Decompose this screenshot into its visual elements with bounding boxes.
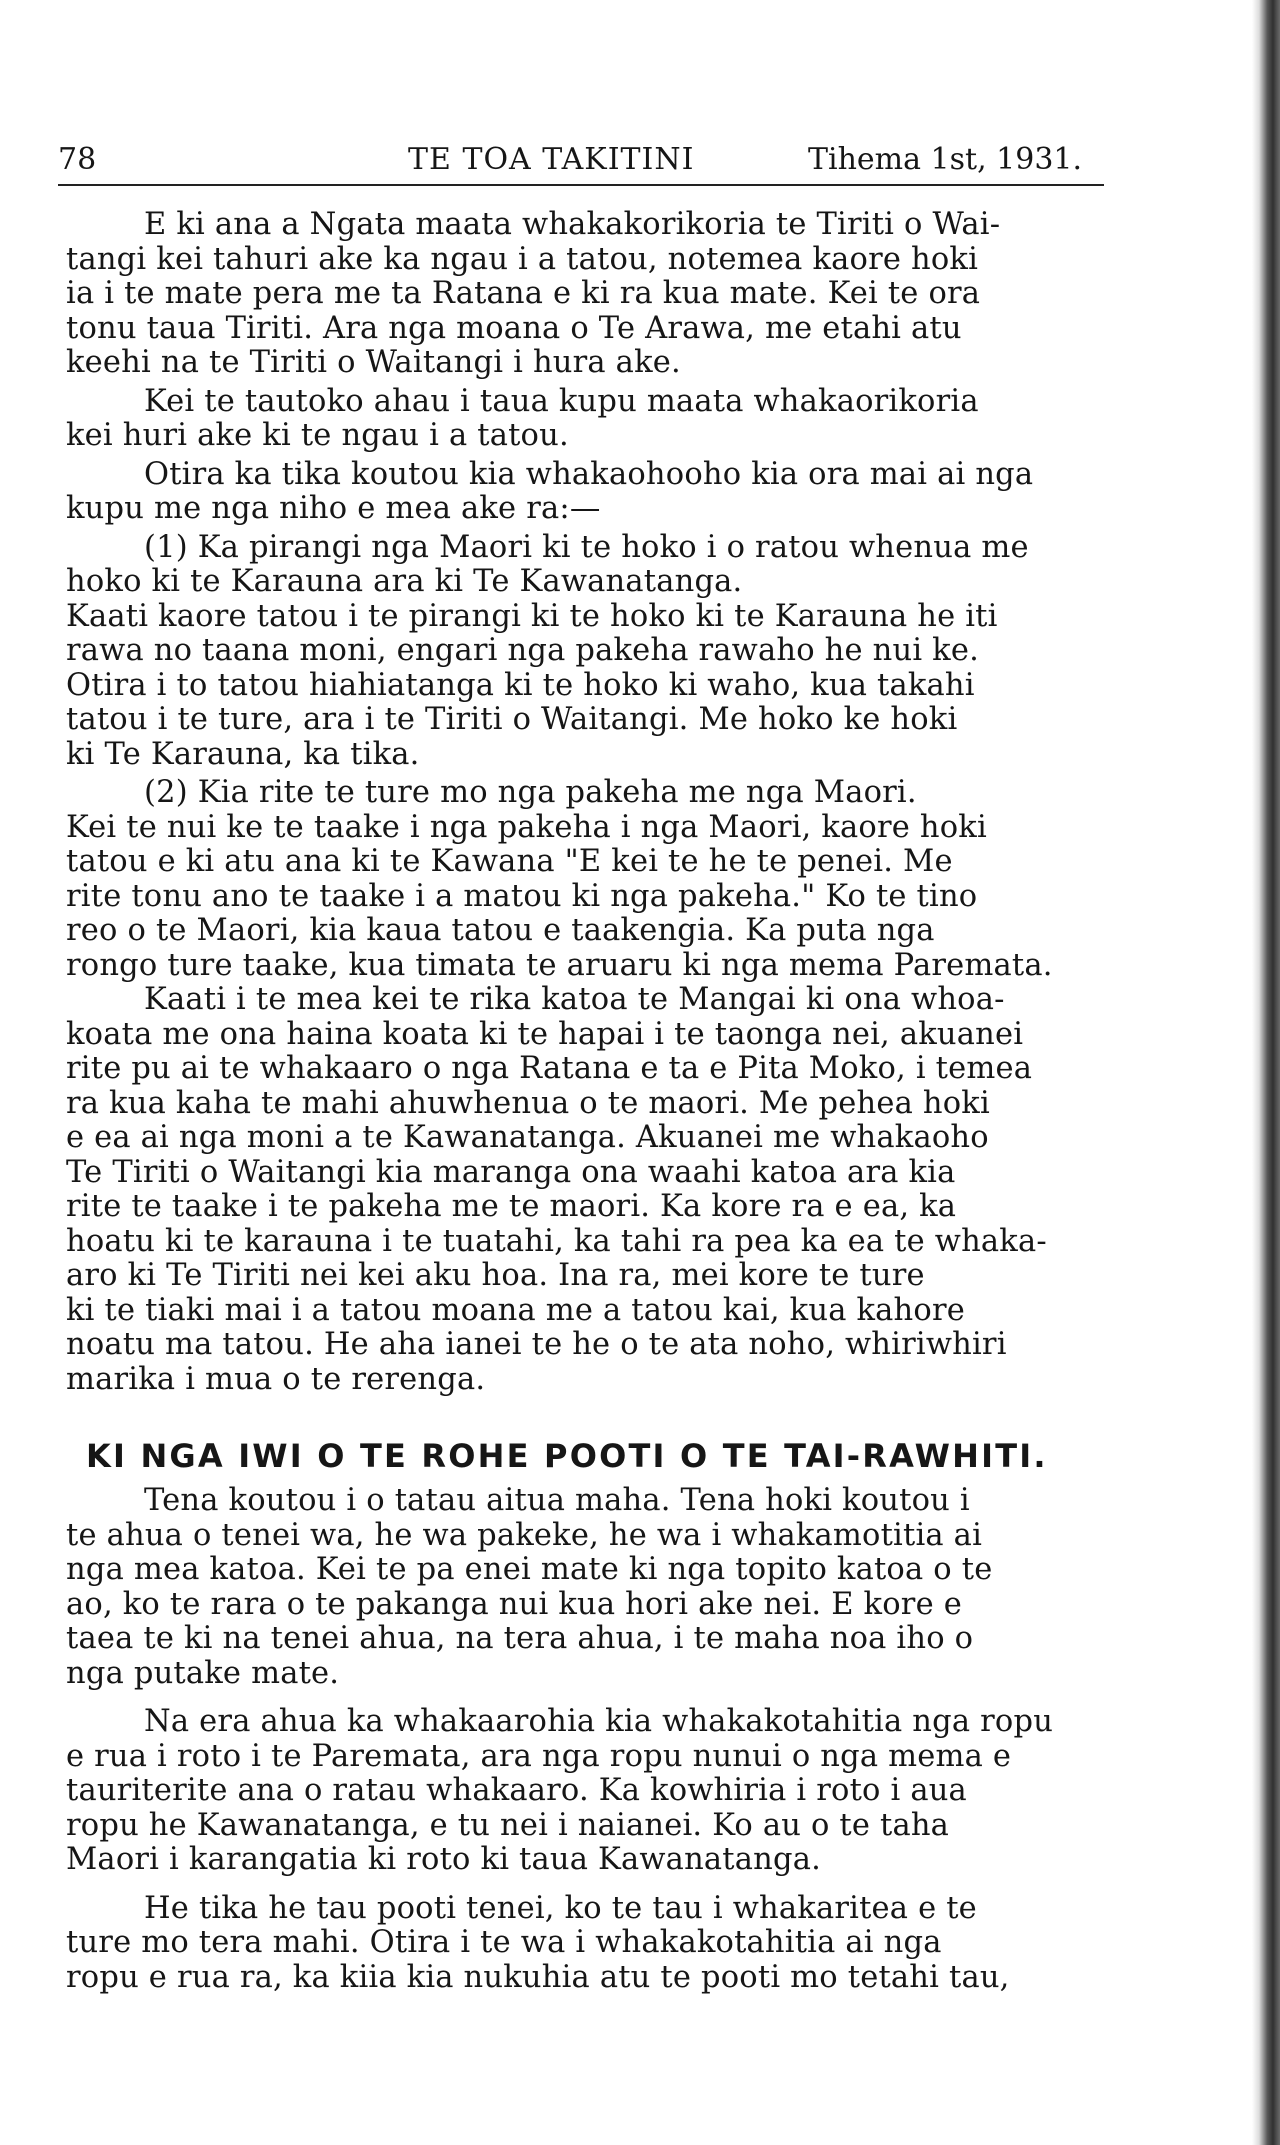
section-heading: KI NGA IWI O TE ROHE POOTI O TE TAI-RAWHITI. xyxy=(86,1437,1048,1475)
journal-title: TE TOA TAKITINI xyxy=(408,142,695,177)
paragraph: E ki ana a Ngata maata whakakorikoria te Tiriti o Wai- tangi kei tahuri ake ka ngau i a tatou, notemea kaore hoki ia i te mate pera me ta Ratana e ki ra kua mate. Kei te ora tonu taua Tiriti. Ara nga moana o Te Arawa, me etahi atu keehi na te Tiriti o Waitangi i hura ake. xyxy=(66,207,1001,380)
scan-edge-shadow xyxy=(1252,0,1280,2145)
numbered-point: (1) Ka pirangi nga Maori ki te hoko i o ratou whenua me hoko ki te Karauna ara ki Te Kawanatanga. xyxy=(66,529,1029,599)
article-body-2 xyxy=(66,1484,1106,1995)
paragraph: Na era ahua ka whakaarohia kia whakakotahitia nga ropu e rua i roto i te Paremata, ara nga ropu nunui o nga mema e tauriterite ana o ratau whakaaro. Ka kowhiria i roto i aua ropu he Kawanatanga, e tu nei i naianei. Ko au o te taha Maori i karangatia ki roto ki taua Kawanatanga. xyxy=(66,1704,1054,1877)
paragraph: Kaati kaore tatou i te pirangi ki te hoko ki te Karauna he iti rawa no taana moni, engari nga pakeha rawaho he nui ke. Otira i to tatou hiahiatanga ki te hoko ki waho, kua takahi tatou i te ture, ara i te Tiriti o Waitangi. Me hoko ke hoki ki Te Karauna, ka tika. xyxy=(66,598,998,772)
paragraph: Otira ka tika koutou kia whakaohooho kia ora mai ai nga kupu me nga niho e mea ake ra:— xyxy=(66,456,1034,526)
paragraph: Tena koutou i o tatau aitua maha. Tena hoki koutou i te ahua o tenei wa, he wa pakeke, he wa i whakamotitia ai nga mea katoa. Kei te pa enei mate ki nga topito katoa o te ao, ko te rara o te pakanga nui kua hori ake nei. E kore e taea te ki na tenei ahua, na tera ahua, i te maha noa iho o nga putake mate. xyxy=(66,1483,993,1691)
issue-date: Tihema 1st, 1931. xyxy=(808,142,1083,177)
paragraph: Kaati i te mea kei te rika katoa te Mangai ki ona whoa- koata me ona haina koata ki te hapai i te taonga nei, akuanei rite pu ai te whakaaro o nga Ratana e ta e Pita Moko, i temea ra kua kaha te mahi ahuwhenua o te maori. Me pehea hoki e ea ai nga moni a te Kawanatanga. Akuanei me whakaoho Te Tiriti o Waitangi kia maranga ona waahi katoa ara kia rite te taake i te pakeha me te maori. Ka kore ra e ea, ka hoatu ki te karauna i te tuatahi, ka tahi ra pea ka ea te whaka- aro ki Te Tiriti nei kei aku hoa. Ina ra, mei kore te ture ki te tiaki mai i a tatou moana me a tatou kai, kua kahore noatu ma tatou. He aha ianei te he o te ata noho, whiriwhiri marika i mua o te rerenga. xyxy=(66,982,1047,1397)
paragraph: Kei te tautoko ahau i taua kupu maata whakaorikoria kei huri ake ki te ngau i a tatou. xyxy=(66,383,979,453)
page-number: 78 xyxy=(58,142,97,177)
paragraph: Kei te nui ke te taake i nga pakeha i nga Maori, kaore hoki tatou e ki atu ana ki te Kawana "E kei te he te penei. Me rite tonu ano te taake i a matou ki nga pakeha." Ko te tino reo o te Maori, kia kaua tatou e taakengia. Ka puta nga rongo ture taake, kua timata te aruaru ki nga mema Paremata. xyxy=(66,809,1053,983)
running-header xyxy=(58,140,1104,186)
numbered-point: (2) Kia rite te ture mo nga pakeha me nga Maori. xyxy=(144,775,917,810)
article-body xyxy=(66,208,1106,1397)
paragraph: He tika he tau pooti tenei, ko te tau i whakaritea e te ture mo tera mahi. Otira i te wa i whakakotahitia ai nga ropu e rua ra, ka kiia kia nukuhia atu te pooti mo tetahi tau, xyxy=(66,1890,1010,1995)
